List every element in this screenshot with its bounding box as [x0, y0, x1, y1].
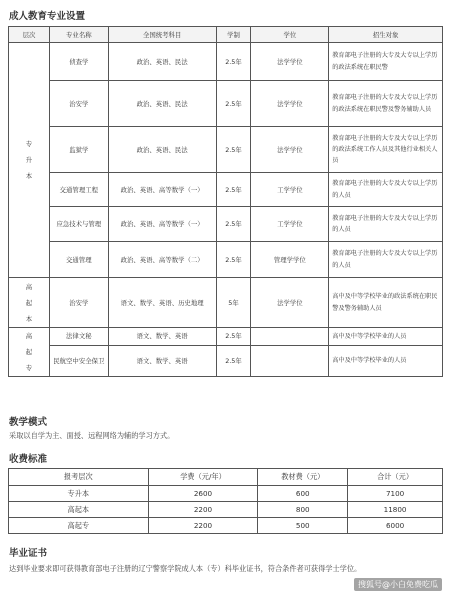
majors-table	[8, 26, 443, 377]
level-label: 高 起 本	[25, 282, 33, 323]
fee-level-cell: 专升本	[9, 486, 149, 502]
subjects-cell: 政治、英语、民法	[108, 81, 216, 127]
fees-table	[8, 468, 443, 534]
years-cell: 2.5年	[216, 43, 251, 81]
table-row	[9, 81, 443, 127]
subjects-cell: 语文、数学、英语、历史地理	[108, 278, 216, 328]
header-years: 学制	[216, 27, 251, 43]
major-cell: 侦查学	[49, 43, 108, 81]
degree-cell: 法学学位	[251, 127, 329, 173]
fee-tuition-cell: 2200	[148, 518, 258, 534]
target-cell: 高中及中等学校毕业的政法系统在职民警及警务辅助人员	[329, 278, 443, 328]
header-degree: 学位	[251, 27, 329, 43]
major-cell: 监狱学	[49, 127, 108, 173]
fee-tuition-cell: 2200	[148, 502, 258, 518]
subjects-cell: 语文、数学、英语	[108, 328, 216, 346]
fee-materials-cell: 500	[258, 518, 348, 534]
target-cell: 教育部电子注册的大专及大专以上学历的政法系统在职民警	[329, 43, 443, 81]
watermark: 搜狐号@小白免费吃瓜	[354, 578, 442, 591]
table-row	[9, 486, 443, 502]
fee-total-cell: 6000	[348, 518, 443, 534]
subjects-cell: 政治、英语、民法	[108, 127, 216, 173]
target-cell: 教育部电子注册的大专及大专以上学历的人员	[329, 242, 443, 278]
fee-materials-cell: 800	[258, 502, 348, 518]
degree-cell: 法学学位	[251, 43, 329, 81]
table-row	[9, 207, 443, 242]
fee-header-tuition: 学费（元/年）	[148, 469, 258, 486]
level-cell	[9, 43, 50, 278]
subjects-cell: 政治、英语、高等数学（一）	[108, 173, 216, 207]
years-cell: 2.5年	[216, 207, 251, 242]
degree-cell	[251, 328, 329, 346]
header-level: 层次	[9, 27, 50, 43]
certificate-text: 达到毕业要求即可获得教育部电子注册的辽宁警察学院成人本（专）科毕业证书，符合条件者可获得学士学位。	[9, 564, 362, 573]
degree-cell: 法学学位	[251, 278, 329, 328]
subjects-cell: 政治、英语、高等数学（一）	[108, 207, 216, 242]
major-cell: 治安学	[49, 81, 108, 127]
subjects-cell: 政治、英语、民法	[108, 43, 216, 81]
table-row	[9, 328, 443, 346]
major-cell: 交通管理	[49, 242, 108, 278]
degree-cell: 工学学位	[251, 173, 329, 207]
level-label: 高 起 专	[25, 332, 33, 372]
fees-header-row	[9, 469, 443, 486]
subjects-cell: 政治、英语、高等数学（二）	[108, 242, 216, 278]
level-label: 专 升 本	[25, 140, 33, 180]
fee-total-cell: 7100	[348, 486, 443, 502]
table-row	[9, 173, 443, 207]
degree-cell: 法学学位	[251, 81, 329, 127]
major-cell: 交通管理工程	[49, 173, 108, 207]
major-cell: 应急技术与管理	[49, 207, 108, 242]
major-cell: 法律文秘	[49, 328, 108, 346]
level-cell	[9, 328, 50, 377]
teaching-mode-heading: 教学模式	[9, 417, 48, 428]
teaching-mode-text: 采取以自学为主、面授、远程网络为辅的学习方式。	[9, 431, 175, 440]
table-row	[9, 278, 443, 328]
years-cell: 2.5年	[216, 242, 251, 278]
years-cell: 2.5年	[216, 81, 251, 127]
table-row	[9, 242, 443, 278]
target-cell: 教育部电子注册的大专及大专以上学历的人员	[329, 207, 443, 242]
fees-heading: 收费标准	[9, 454, 48, 465]
years-cell: 2.5年	[216, 328, 251, 346]
page-title: 成人教育专业设置	[9, 11, 86, 22]
fee-header-materials: 教材费（元）	[258, 469, 348, 486]
degree-cell: 管理学学位	[251, 242, 329, 278]
table-row	[9, 43, 443, 81]
table-row	[9, 345, 443, 376]
certificate-heading: 毕业证书	[9, 548, 48, 559]
subjects-cell: 语文、数学、英语	[108, 345, 216, 376]
years-cell: 2.5年	[216, 345, 251, 376]
degree-cell	[251, 345, 329, 376]
table-row	[9, 518, 443, 534]
target-cell: 教育部电子注册的大专及大专以上学历的政法系统工作人员及其他行业相关人员	[329, 127, 443, 173]
years-cell: 2.5年	[216, 173, 251, 207]
years-cell: 2.5年	[216, 127, 251, 173]
header-subjects: 全国统考科目	[108, 27, 216, 43]
target-cell: 教育部电子注册的大专及大专以上学历的政法系统在职民警及警务辅助人员	[329, 81, 443, 127]
fee-header-level: 报考层次	[9, 469, 149, 486]
fee-level-cell: 高起本	[9, 502, 149, 518]
table-row	[9, 502, 443, 518]
major-cell: 治安学	[49, 278, 108, 328]
header-target: 招生对象	[329, 27, 443, 43]
target-cell: 高中及中等学校毕业的人员	[329, 328, 443, 346]
fee-materials-cell: 600	[258, 486, 348, 502]
fee-header-total: 合计（元）	[348, 469, 443, 486]
level-cell	[9, 278, 50, 328]
degree-cell: 工学学位	[251, 207, 329, 242]
fee-total-cell: 11800	[348, 502, 443, 518]
target-cell: 教育部电子注册的大专及大专以上学历的人员	[329, 173, 443, 207]
table-row	[9, 127, 443, 173]
fee-level-cell: 高起专	[9, 518, 149, 534]
fee-tuition-cell: 2600	[148, 486, 258, 502]
years-cell: 5年	[216, 278, 251, 328]
majors-header-row	[9, 27, 443, 43]
header-major: 专业名称	[49, 27, 108, 43]
target-cell: 高中及中等学校毕业的人员	[329, 345, 443, 376]
major-cell: 民航空中安全保卫	[49, 345, 108, 376]
